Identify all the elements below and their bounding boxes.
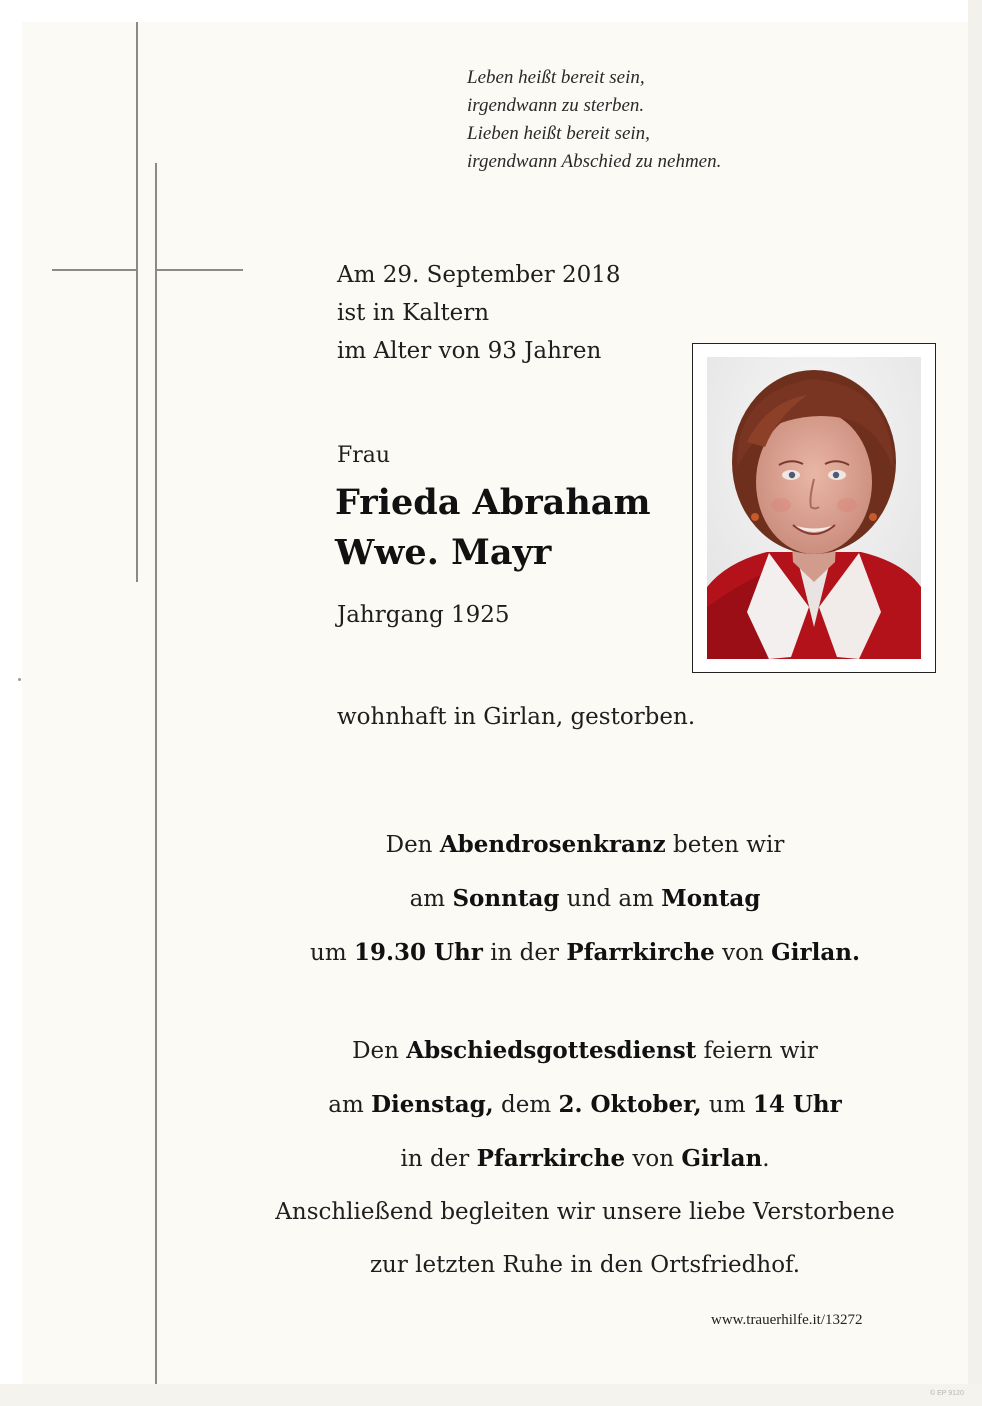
residence-text: wohnhaft in Girlan, gestorben. [337,704,696,730]
service-line: Anschließend begleiten wir unsere liebe Verstorbene [275,1199,895,1225]
death-notice-intro [337,256,621,370]
rosary-announcement [190,818,980,980]
service-line: Den Abschiedsgottesdienst feiern wir [352,1037,818,1064]
poem-line: Lieben heißt bereit sein, [467,123,650,144]
cross-line-vertical [155,163,157,1384]
poem-line: irgendwann zu sterben. [467,95,645,116]
birth-year: Jahrgang 1925 [337,602,510,628]
salutation: Frau [337,443,391,468]
cross-line-horizontal [52,269,137,271]
cross-line-horizontal [155,269,243,271]
intro-line: im Alter von 93 Jahren [337,338,602,364]
cross-line-vertical [136,22,138,582]
service-line: zur letzten Ruhe in den Ortsfriedhof. [369,1252,801,1278]
poem-line: irgendwann Abschied zu nehmen. [467,151,722,172]
intro-line: ist in Kaltern [337,300,490,326]
deceased-name [335,478,650,578]
scan-mark [18,678,21,681]
portrait-frame [692,343,936,673]
name-line: Frieda Abraham [335,482,651,523]
rosary-line: Den Abendrosenkranz beten wir [385,831,785,858]
rosary-line: um 19.30 Uhr in der Pfarrkirche von Girlan. [310,939,860,966]
corner-code: © EP 9120 [930,1390,964,1397]
intro-line: Am 29. September 2018 [337,262,621,288]
rosary-line: am Sonntag und am Montag [409,885,761,912]
funeral-service-announcement [190,1024,980,1292]
service-line: am Dienstag, dem 2. Oktober, um 14 Uhr [328,1091,842,1118]
service-line: in der Pfarrkirche von Girlan. [400,1145,770,1172]
name-line: Wwe. Mayr [335,532,552,573]
poem [467,64,847,176]
website-link[interactable]: www.trauerhilfe.it/13272 [711,1312,863,1328]
portrait-photo [707,357,921,659]
page-edge [0,1384,982,1406]
poem-line: Leben heißt bereit sein, [467,67,645,88]
